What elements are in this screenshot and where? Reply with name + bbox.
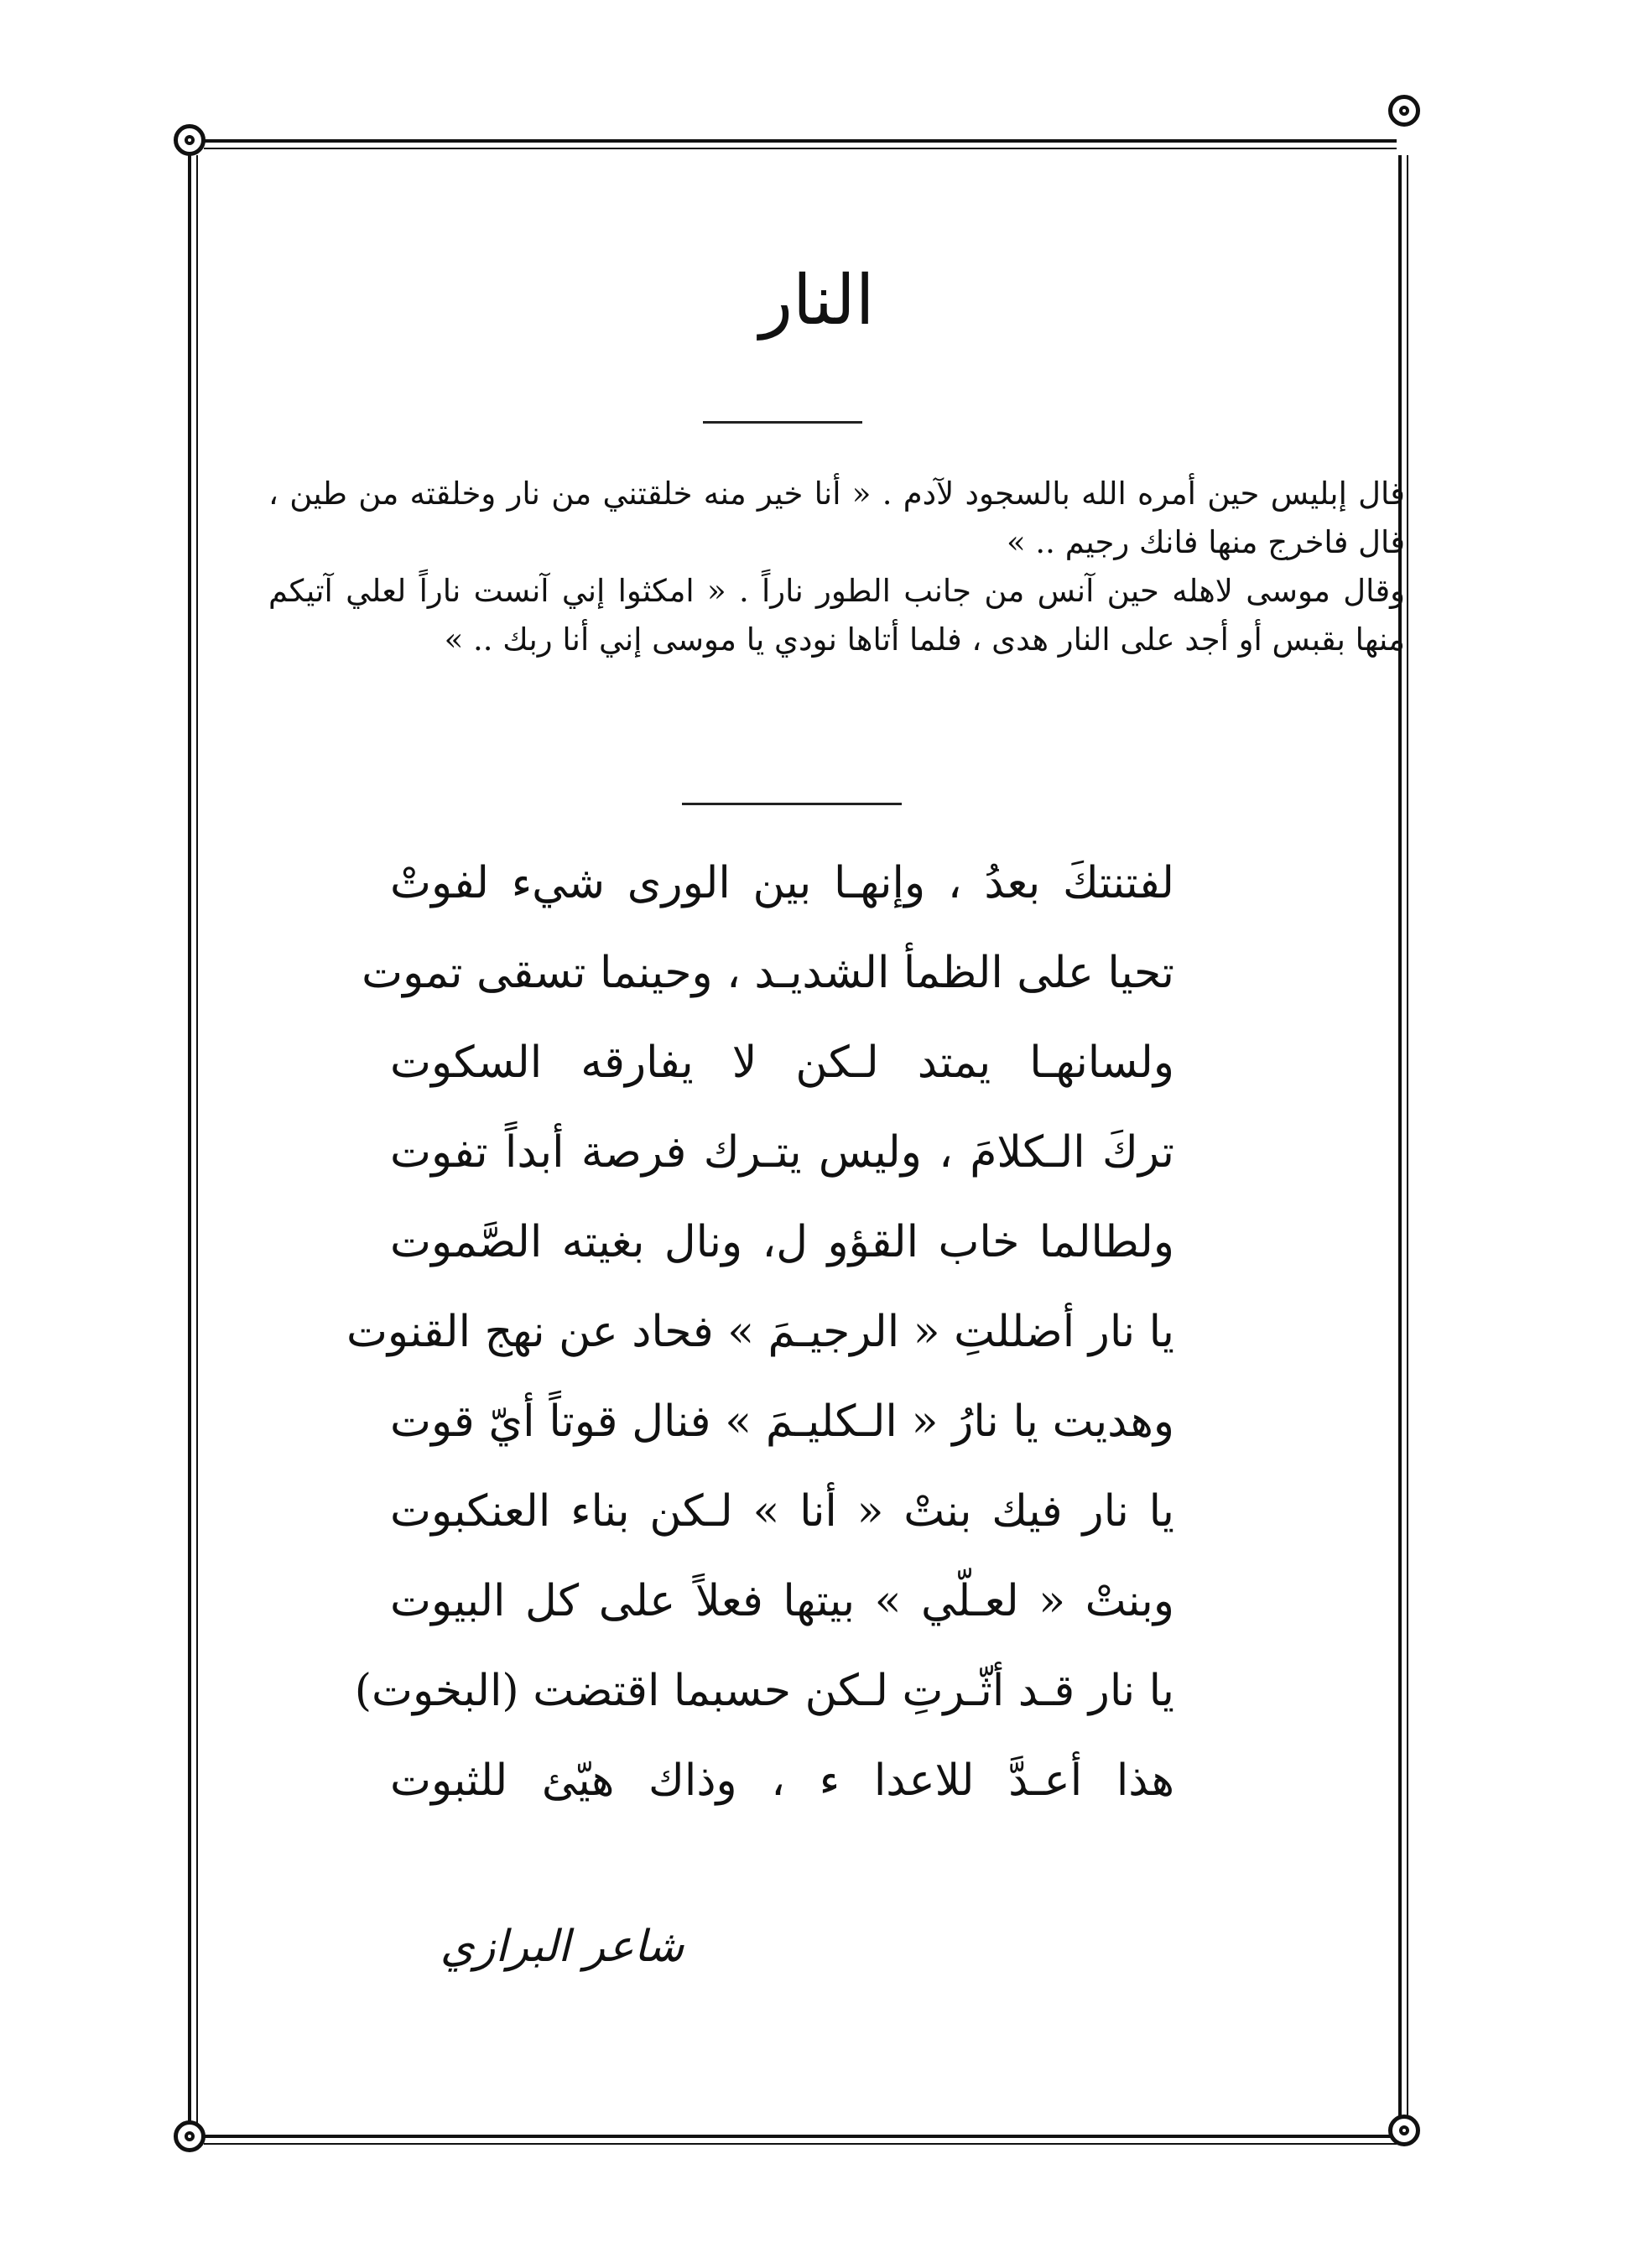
poem-verse: ولسانهـا يمتد لـكن لا يفارقه السكوت xyxy=(390,1038,1174,1088)
poem-verse: يا نار قـد أثّـرتِ لـكن حسبما اقتضت (البخوت) xyxy=(354,1666,1174,1716)
frame-top-line xyxy=(204,139,1397,143)
page-title: النار xyxy=(759,261,875,341)
poem-verse: تحيا على الظمأ الشديـد ، وحينما تسقى تموت xyxy=(362,948,1174,998)
corner-ornament-bottom-right xyxy=(1388,2115,1420,2146)
poem-verse: هذا أعـدَّ للاعدا ء ، وذاك هيّئ للثبوت xyxy=(390,1756,1174,1806)
poem-verse: وبنتْ « لعـلّي » بيتها فعلاً على كل البيوت xyxy=(390,1576,1174,1626)
frame-bottom-line-inner xyxy=(204,2143,1397,2145)
corner-ornament-top-left xyxy=(174,124,206,156)
intro-paragraph: وقال موسى لاهله حين آنس من جانب الطور ناراً . « امكثوا إني آنست ناراً لعلي آتيكم منها بقبس أو أجد على النار هدى ، فلما أتاها نودي يا موسى إني أنا ربك .. » xyxy=(268,573,1405,658)
intro-passage xyxy=(268,470,1405,664)
intro-divider xyxy=(682,803,902,805)
poem-verse: تركَ الـكلامَ ، وليس يتـرك فرصة أبداً تفوت xyxy=(390,1127,1174,1178)
frame-right-line-inner xyxy=(1407,155,1408,2126)
poem-verse: وهديت يا نارُ « الـكليـمَ » فنال قوتاً أيّ قوت xyxy=(390,1397,1174,1447)
intro-paragraph: قال إبليس حين أمره الله بالسجود لآدم . « أنا خير منه خلقتني من نار وخلقته من طين ، قال فاخرج منها فانك رجيم .. » xyxy=(268,476,1405,560)
corner-ornament-bottom-left xyxy=(174,2120,206,2152)
frame-right-line xyxy=(1398,155,1402,2126)
frame-bottom-line xyxy=(204,2135,1397,2138)
poem-verse: يا نار فيك بنتْ « أنا » لـكن بناء العنكبوت xyxy=(390,1486,1174,1537)
poem-verse: يا نار أضللتِ « الرجيـمَ » فحاد عن نهج القنوت xyxy=(346,1307,1174,1357)
title-divider xyxy=(703,421,862,424)
frame-left-line-inner xyxy=(196,155,198,2126)
author-signature: شاعر البرازي xyxy=(440,1922,684,1972)
frame-left-line xyxy=(188,155,191,2126)
poem-verse: لفتنتكَ بعدُ ، وإنهـا بين الورى شيء لفوتْ xyxy=(390,858,1174,908)
poem xyxy=(346,839,1174,1826)
frame-top-line-inner xyxy=(204,148,1397,149)
corner-ornament-top-right xyxy=(1388,95,1420,127)
poem-verse: ولطالما خاب القؤو ل، ونال بغيته الصَّموت xyxy=(390,1217,1174,1267)
